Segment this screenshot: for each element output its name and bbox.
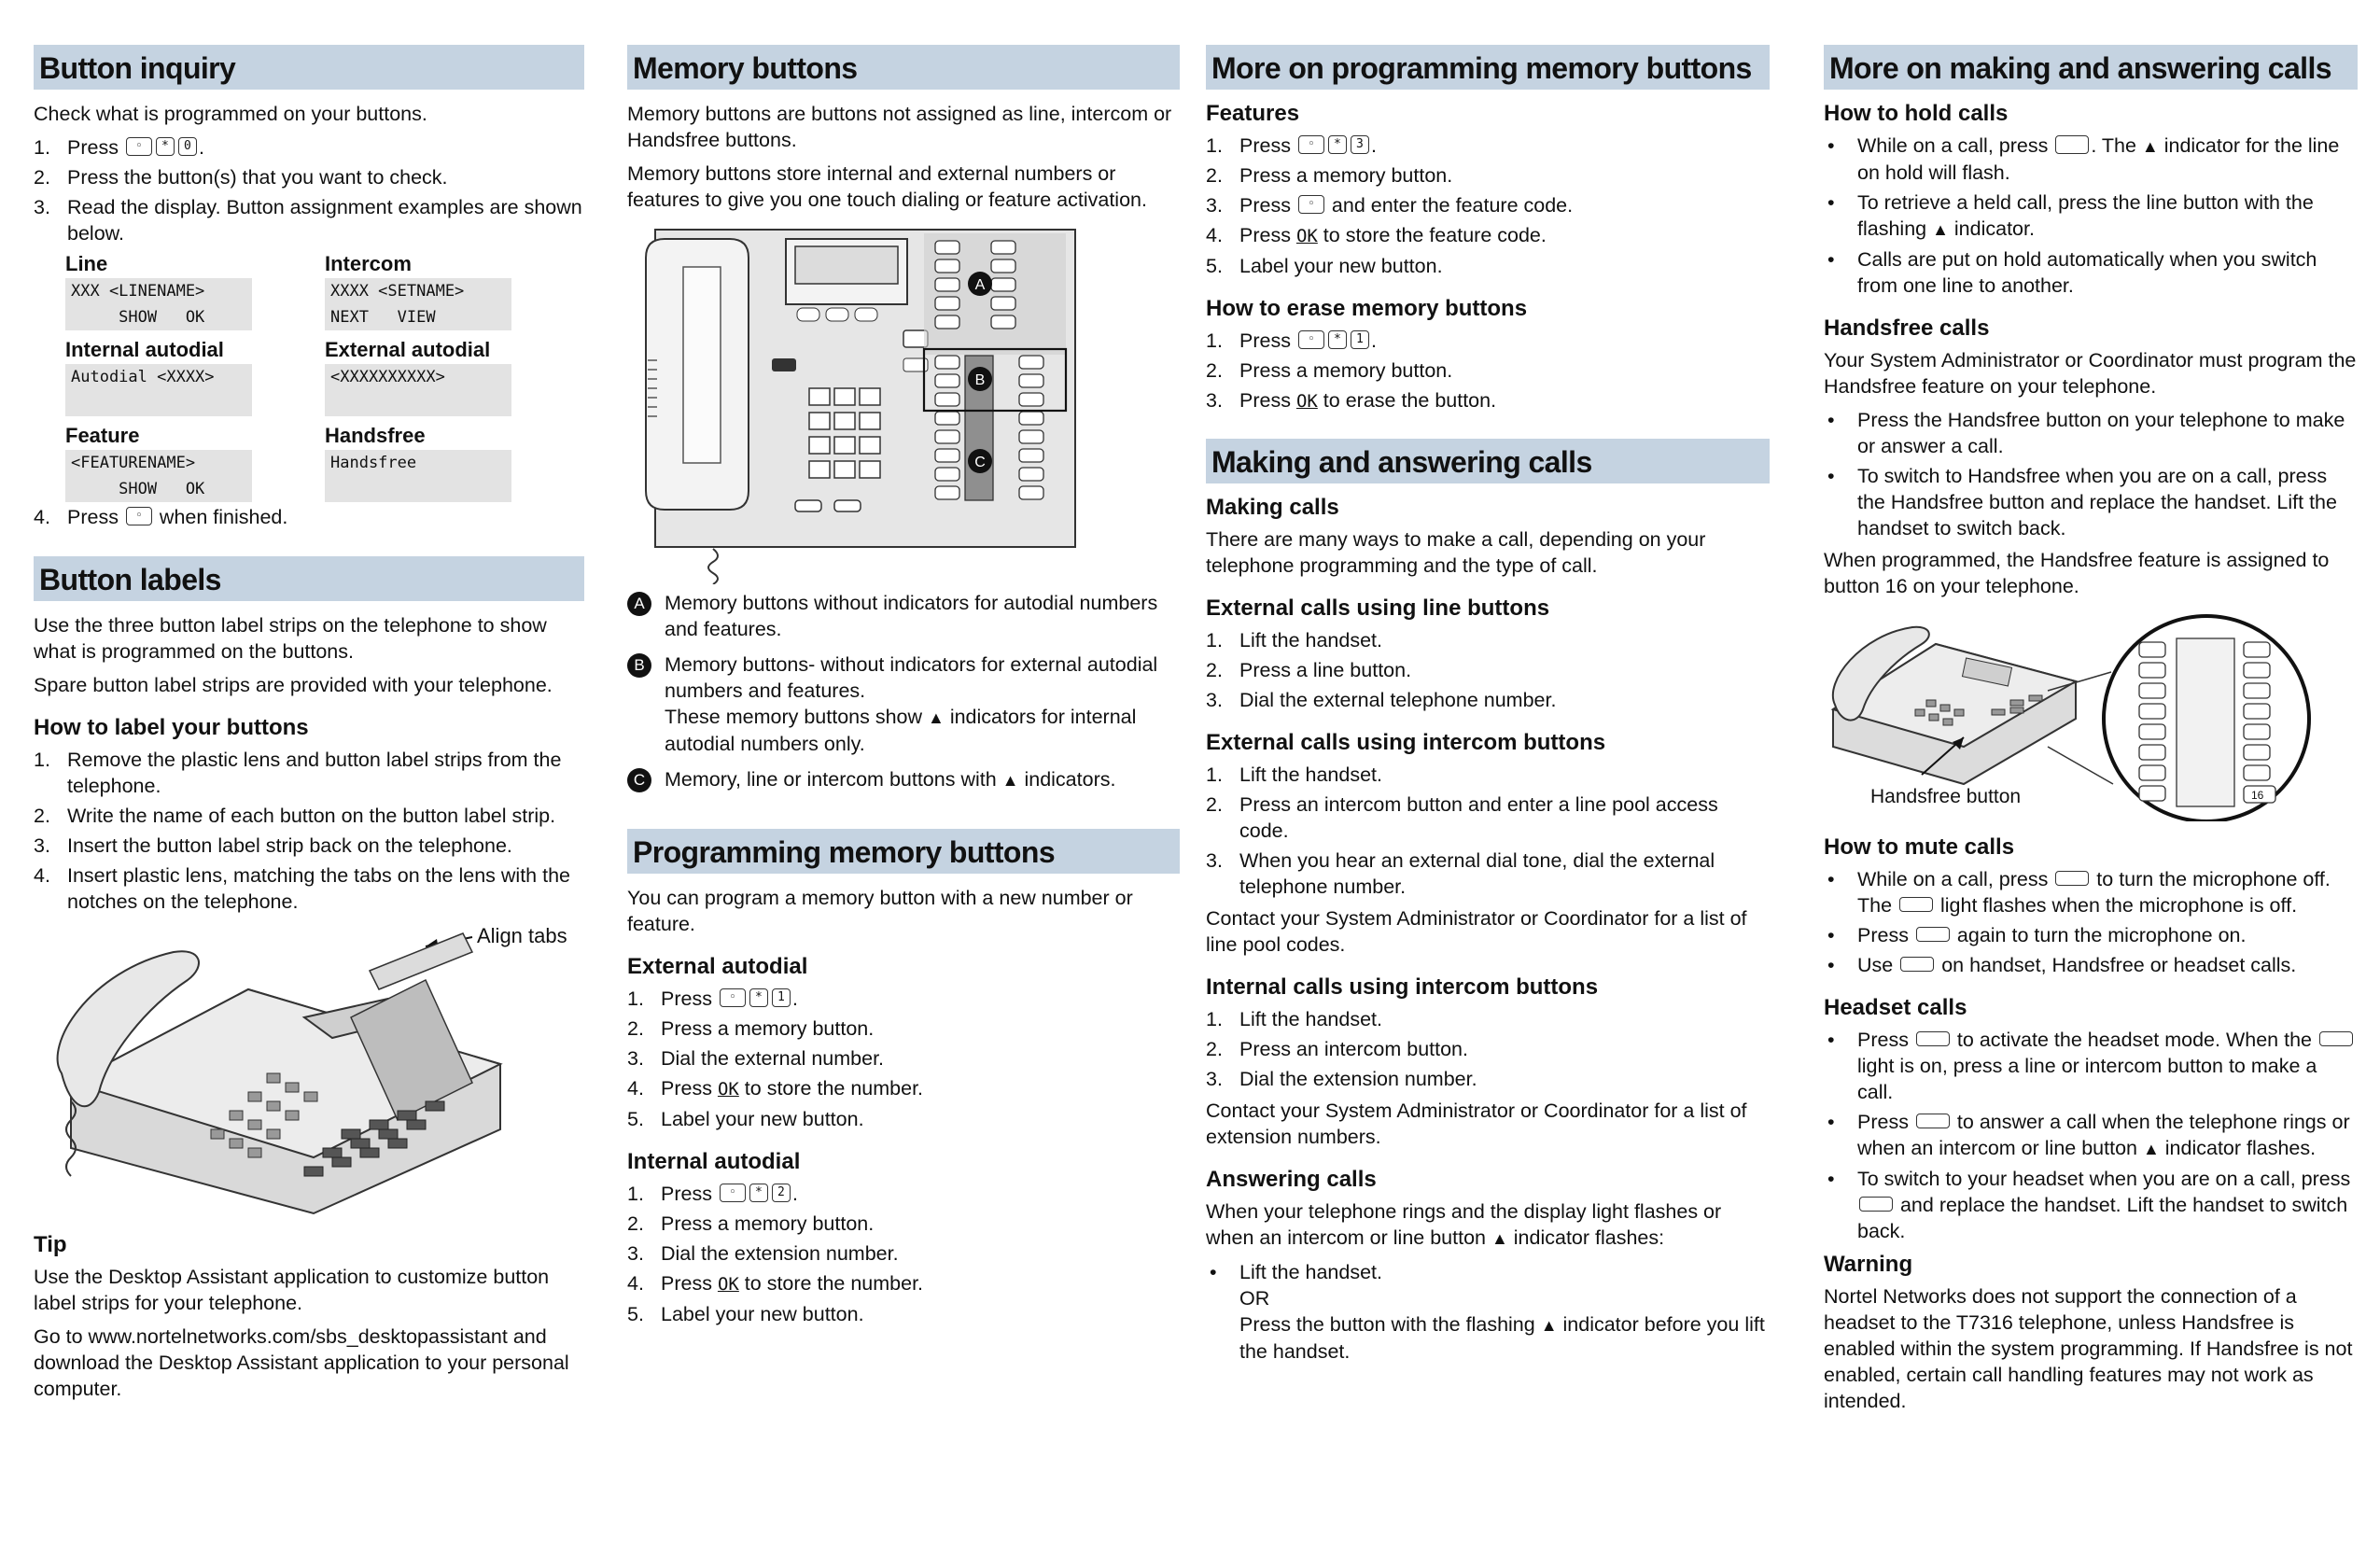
ok-key-icon: OK <box>717 1274 739 1295</box>
mute-title: How to mute calls <box>1824 834 2015 860</box>
telephone-label-illustration <box>34 915 584 1223</box>
answering-paragraph: When your telephone rings and the display light flashes or when an intercom or line button ▲ indicator flashes: <box>1206 1200 1722 1249</box>
headset-title: Headset calls <box>1824 995 1967 1020</box>
list-item: 1. Lift the handset. <box>1206 763 1382 786</box>
list-item: 4. Press ◦ when finished. <box>34 506 288 528</box>
memory-buttons-phone-diagram <box>627 220 1180 584</box>
triangle-indicator-icon: ▲ <box>928 708 945 727</box>
list-item: 3. When you hear an external dial tone, dial the external telephone number. <box>1206 849 1715 898</box>
triangle-indicator-icon: ▲ <box>1001 771 1019 790</box>
legend-b: B Memory buttons- without indicators for external autodial numbers and features. These memory buttons show ▲ indicators for internal autodial numbers only. <box>627 651 1180 757</box>
making-paragraph: There are many ways to make a call, depending on your telephone programming and the type of call. <box>1206 528 1706 577</box>
list-item: 3. Press OK to erase the button. <box>1206 389 1497 412</box>
legend-c: C Memory, line or intercom buttons with ▲ indicators. <box>627 766 1180 793</box>
list-item: • To switch to Handsfree when you are on a call, press the Handsfree button and replace the handset. Lift the handset to switch back. <box>1824 463 2358 541</box>
internal-autodial-steps <box>627 1181 1180 1327</box>
memory-buttons-header: Memory buttons <box>627 45 1180 90</box>
align-tabs-label: Align tabs <box>477 924 567 947</box>
list-item: 1. Press ◦ * 1 . <box>627 988 798 1010</box>
badge-a-label: A <box>974 277 986 293</box>
list-item: • While on a call, press . The ▲ indicator for the line on hold will flash. <box>1824 133 2358 186</box>
ext-intercom-steps <box>1206 762 1770 900</box>
more-making-header: More on making and answering calls <box>1824 45 2358 90</box>
list-item: 3. Insert the button label strip back on the telephone. <box>34 834 512 857</box>
list-item: 2. Press a memory button. <box>627 1017 875 1040</box>
list-item: • To retrieve a held call, press the line button with the flashing ▲ indicator. <box>1824 189 2358 243</box>
list-item: • Use on handset, Handsfree or headset calls. <box>1824 952 2358 978</box>
tip-paragraph: Use the Desktop Assistant application to customize button label strips for your telephone. <box>34 1266 550 1314</box>
list-item: 4. Insert plastic lens, matching the tabs on the lens with the notches on the telephone. <box>34 864 570 913</box>
ok-key-icon: OK <box>1295 226 1318 246</box>
programming-paragraph: You can program a memory button with a new number or feature. <box>627 887 1133 935</box>
triangle-indicator-icon: ▲ <box>1932 220 1949 239</box>
display-example: <FEATURENAME> SHOW OK <box>65 450 252 502</box>
list-item: 2. Press a line button. <box>1206 659 1412 681</box>
list-item: • While on a call, press to turn the microphone off. The light flashes when the microphone is off. <box>1824 866 2358 918</box>
memory-paragraph: Memory buttons store internal and external numbers or features to give you one touch dialing or feature activation. <box>627 162 1147 211</box>
making-answering-header: Making and answering calls <box>1206 439 1770 483</box>
ok-key-icon: OK <box>717 1079 739 1100</box>
handsfree-list <box>1824 407 2358 541</box>
column-4 <box>1824 45 2358 1422</box>
inquiry-intro: Check what is programmed on your buttons. <box>34 103 427 125</box>
list-item: 2. Press the button(s) that you want to check. <box>34 166 448 189</box>
example-label: Internal autodial <box>65 338 224 361</box>
example-label: Line <box>65 252 108 275</box>
external-autodial-steps <box>627 986 1180 1132</box>
mute-key-icon <box>1899 897 1933 912</box>
star-key-icon: * <box>1328 330 1347 349</box>
handsfree-button-number: 16 <box>2251 789 2264 802</box>
warning-paragraph: Nortel Networks does not support the connection of a headset to the T7316 telephone, unless Handsfree is enabled within the system programming. If Handsfree is not enabled, certain call handling features may not work as intended. <box>1824 1285 2353 1412</box>
list-item: 4. Press OK to store the number. <box>627 1272 924 1295</box>
button-inquiry-header: Button inquiry <box>34 45 584 90</box>
inquiry-step-4 <box>34 504 584 530</box>
handsfree-title: Handsfree calls <box>1824 315 1990 341</box>
star-key-icon: * <box>1328 135 1347 154</box>
internal-autodial-title: Internal autodial <box>627 1149 801 1174</box>
zero-key-icon: 0 <box>178 137 197 156</box>
labels-paragraph: Use the three button label strips on the telephone to show what is programmed on the buttons. <box>34 614 547 663</box>
example-label: Handsfree <box>325 424 426 447</box>
ext-line-steps <box>1206 627 1770 713</box>
feature-key-icon: ◦ <box>720 1184 746 1202</box>
list-item: • To switch to your headset when you are on a call, press and replace the handset. Lift the handset to switch back. <box>1824 1166 2358 1244</box>
triangle-indicator-icon: ▲ <box>1540 1316 1558 1335</box>
list-item: 2. Press a memory button. <box>1206 359 1453 382</box>
list-item: 3. Dial the external number. <box>627 1047 885 1070</box>
features-title: Features <box>1206 101 1300 126</box>
list-item: 5. Label your new button. <box>627 1303 864 1325</box>
ext-intercom-title: External calls using intercom buttons <box>1206 730 1606 755</box>
list-item: 3. Read the display. Button assignment examples are shown below. <box>34 196 582 245</box>
list-item: 1. Press ◦ * 1 . <box>1206 329 1377 352</box>
answering-list <box>1206 1259 1770 1365</box>
list-item: • Press the Handsfree button on your telephone to make or answer a call. <box>1824 407 2358 459</box>
programming-header: Programming memory buttons <box>627 829 1180 874</box>
handsfree-paragraph: Your System Administrator or Coordinator must program the Handsfree feature on your telephone. <box>1824 349 2357 398</box>
list-item: 2. Write the name of each button on the button label strip. <box>34 805 556 827</box>
list-item: 1. Remove the plastic lens and button label strips from the telephone. <box>34 749 562 797</box>
mute-key-icon <box>1900 957 1934 972</box>
external-autodial-title: External autodial <box>627 954 808 979</box>
list-item: 2. Press a memory button. <box>1206 164 1453 187</box>
list-item: • Press to answer a call when the telephone rings or when an intercom or line button ▲ indicator flashes. <box>1824 1109 2358 1162</box>
handsfree-button-illustration <box>1824 607 2358 821</box>
more-programming-header: More on programming memory buttons <box>1206 45 1770 90</box>
line-pool-paragraph: Contact your System Administrator or Coordinator for a list of line pool codes. <box>1206 907 1747 956</box>
feature-key-icon: ◦ <box>126 137 152 156</box>
warning-title: Warning <box>1824 1252 1913 1277</box>
column-3 <box>1206 45 1770 1370</box>
list-item: 1. Press ◦ * 2 . <box>627 1183 798 1205</box>
ext-line-title: External calls using line buttons <box>1206 595 1550 621</box>
badge-c-label: C <box>974 455 986 470</box>
memory-paragraph: Memory buttons are buttons not assigned as line, intercom or Handsfree buttons. <box>627 103 1172 151</box>
list-item: 3. Dial the extension number. <box>1206 1068 1477 1090</box>
headset-key-icon <box>1916 1031 1950 1046</box>
display-example: Handsfree <box>325 450 511 502</box>
column-1 <box>34 45 584 1409</box>
triangle-indicator-icon: ▲ <box>2142 1140 2160 1158</box>
list-item: 4. Press OK to store the feature code. <box>1206 224 1547 246</box>
int-calls-steps <box>1206 1006 1770 1092</box>
display-example: XXX <LINENAME> SHOW OK <box>65 278 252 330</box>
list-item: • Lift the handset. OR Press the button with the flashing ▲ indicator before you lift the handset. <box>1206 1259 1770 1365</box>
feature-key-icon: ◦ <box>126 507 152 525</box>
triangle-indicator-icon: ▲ <box>1491 1229 1508 1248</box>
list-item: • Calls are put on hold automatically when you switch from one line to another. <box>1824 246 2358 299</box>
star-key-icon: * <box>749 988 768 1007</box>
display-example: Autodial <XXXX> <box>65 364 252 416</box>
feature-key-icon: ◦ <box>1298 135 1324 154</box>
labels-paragraph: Spare button label strips are provided with your telephone. <box>34 674 553 696</box>
tip-title: Tip <box>34 1232 67 1257</box>
star-key-icon: * <box>749 1184 768 1202</box>
erase-steps <box>1206 328 1770 414</box>
badge-b-label: B <box>974 372 986 388</box>
digit-key-icon: 3 <box>1351 135 1369 154</box>
example-label: External autodial <box>325 338 491 361</box>
list-item: 5. Label your new button. <box>1206 255 1443 277</box>
feature-key-icon: ◦ <box>1298 195 1324 214</box>
column-2 <box>627 45 1180 1333</box>
star-key-icon: * <box>156 137 175 156</box>
headset-list <box>1824 1027 2358 1244</box>
mute-key-icon <box>2055 871 2089 886</box>
example-label: Intercom <box>325 252 412 275</box>
inquiry-steps <box>34 134 584 246</box>
headset-key-icon <box>1859 1197 1893 1212</box>
how-to-label-title: How to label your buttons <box>34 715 309 740</box>
label-steps <box>34 747 584 915</box>
list-item: 2. Press an intercom button. <box>1206 1038 1468 1060</box>
mute-key-icon <box>1916 927 1950 942</box>
list-item: • Press again to turn the microphone on. <box>1824 922 2358 948</box>
ok-key-icon: OK <box>1295 391 1318 412</box>
hold-key-icon <box>2055 135 2089 154</box>
int-calls-title: Internal calls using intercom buttons <box>1206 974 1599 1000</box>
list-item: 1. Lift the handset. <box>1206 1008 1382 1030</box>
feature-key-icon: ◦ <box>1298 330 1324 349</box>
display-example: <XXXXXXXXXX> <box>325 364 511 416</box>
list-item: 3. Dial the extension number. <box>627 1242 899 1265</box>
hold-list <box>1824 133 2358 299</box>
list-item: 3. Dial the external telephone number. <box>1206 689 1557 711</box>
example-label: Feature <box>65 424 140 447</box>
list-item: 5. Label your new button. <box>627 1108 864 1130</box>
handsfree-paragraph: When programmed, the Handsfree feature is assigned to button 16 on your telephone. <box>1824 549 2330 597</box>
display-example: XXXX <SETNAME> NEXT VIEW <box>325 278 511 330</box>
making-calls-title: Making calls <box>1206 495 1339 520</box>
handsfree-caption: Handsfree button <box>1870 786 2022 807</box>
list-item: 4. Press OK to store the number. <box>627 1077 924 1100</box>
list-item: • Press to activate the headset mode. When the light is on, press a line or intercom button to make a call. <box>1824 1027 2358 1105</box>
list-item: 1. Lift the handset. <box>1206 629 1382 651</box>
assignment-examples <box>65 252 584 504</box>
digit-key-icon: 2 <box>772 1184 791 1202</box>
headset-key-icon <box>2319 1031 2353 1046</box>
extension-paragraph: Contact your System Administrator or Coordinator for a list of extension numbers. <box>1206 1100 1747 1148</box>
list-item: 2. Press an intercom button and enter a line pool access code. <box>1206 793 1718 842</box>
erase-title: How to erase memory buttons <box>1206 296 1528 321</box>
button-labels-header: Button labels <box>34 556 584 601</box>
answering-title: Answering calls <box>1206 1167 1377 1192</box>
tip-paragraph: Go to www.nortelnetworks.com/sbs_desktopassistant and download the Desktop Assistant application to your personal computer. <box>34 1325 569 1400</box>
digit-key-icon: 1 <box>1351 330 1369 349</box>
triangle-indicator-icon: ▲ <box>2141 137 2159 156</box>
headset-key-icon <box>1916 1114 1950 1128</box>
list-item: 2. Press a memory button. <box>627 1212 875 1235</box>
list-item: 1. Press ◦ * 0 . <box>34 136 204 159</box>
list-item: 3. Press ◦ and enter the feature code. <box>1206 194 1574 217</box>
digit-key-icon: 1 <box>772 988 791 1007</box>
mute-list <box>1824 866 2358 978</box>
features-steps <box>1206 133 1770 279</box>
hold-title: How to hold calls <box>1824 101 2009 126</box>
legend-a: A Memory buttons without indicators for autodial numbers and features. <box>627 590 1180 642</box>
list-item: 1. Press ◦ * 3 . <box>1206 134 1377 157</box>
feature-key-icon: ◦ <box>720 988 746 1007</box>
